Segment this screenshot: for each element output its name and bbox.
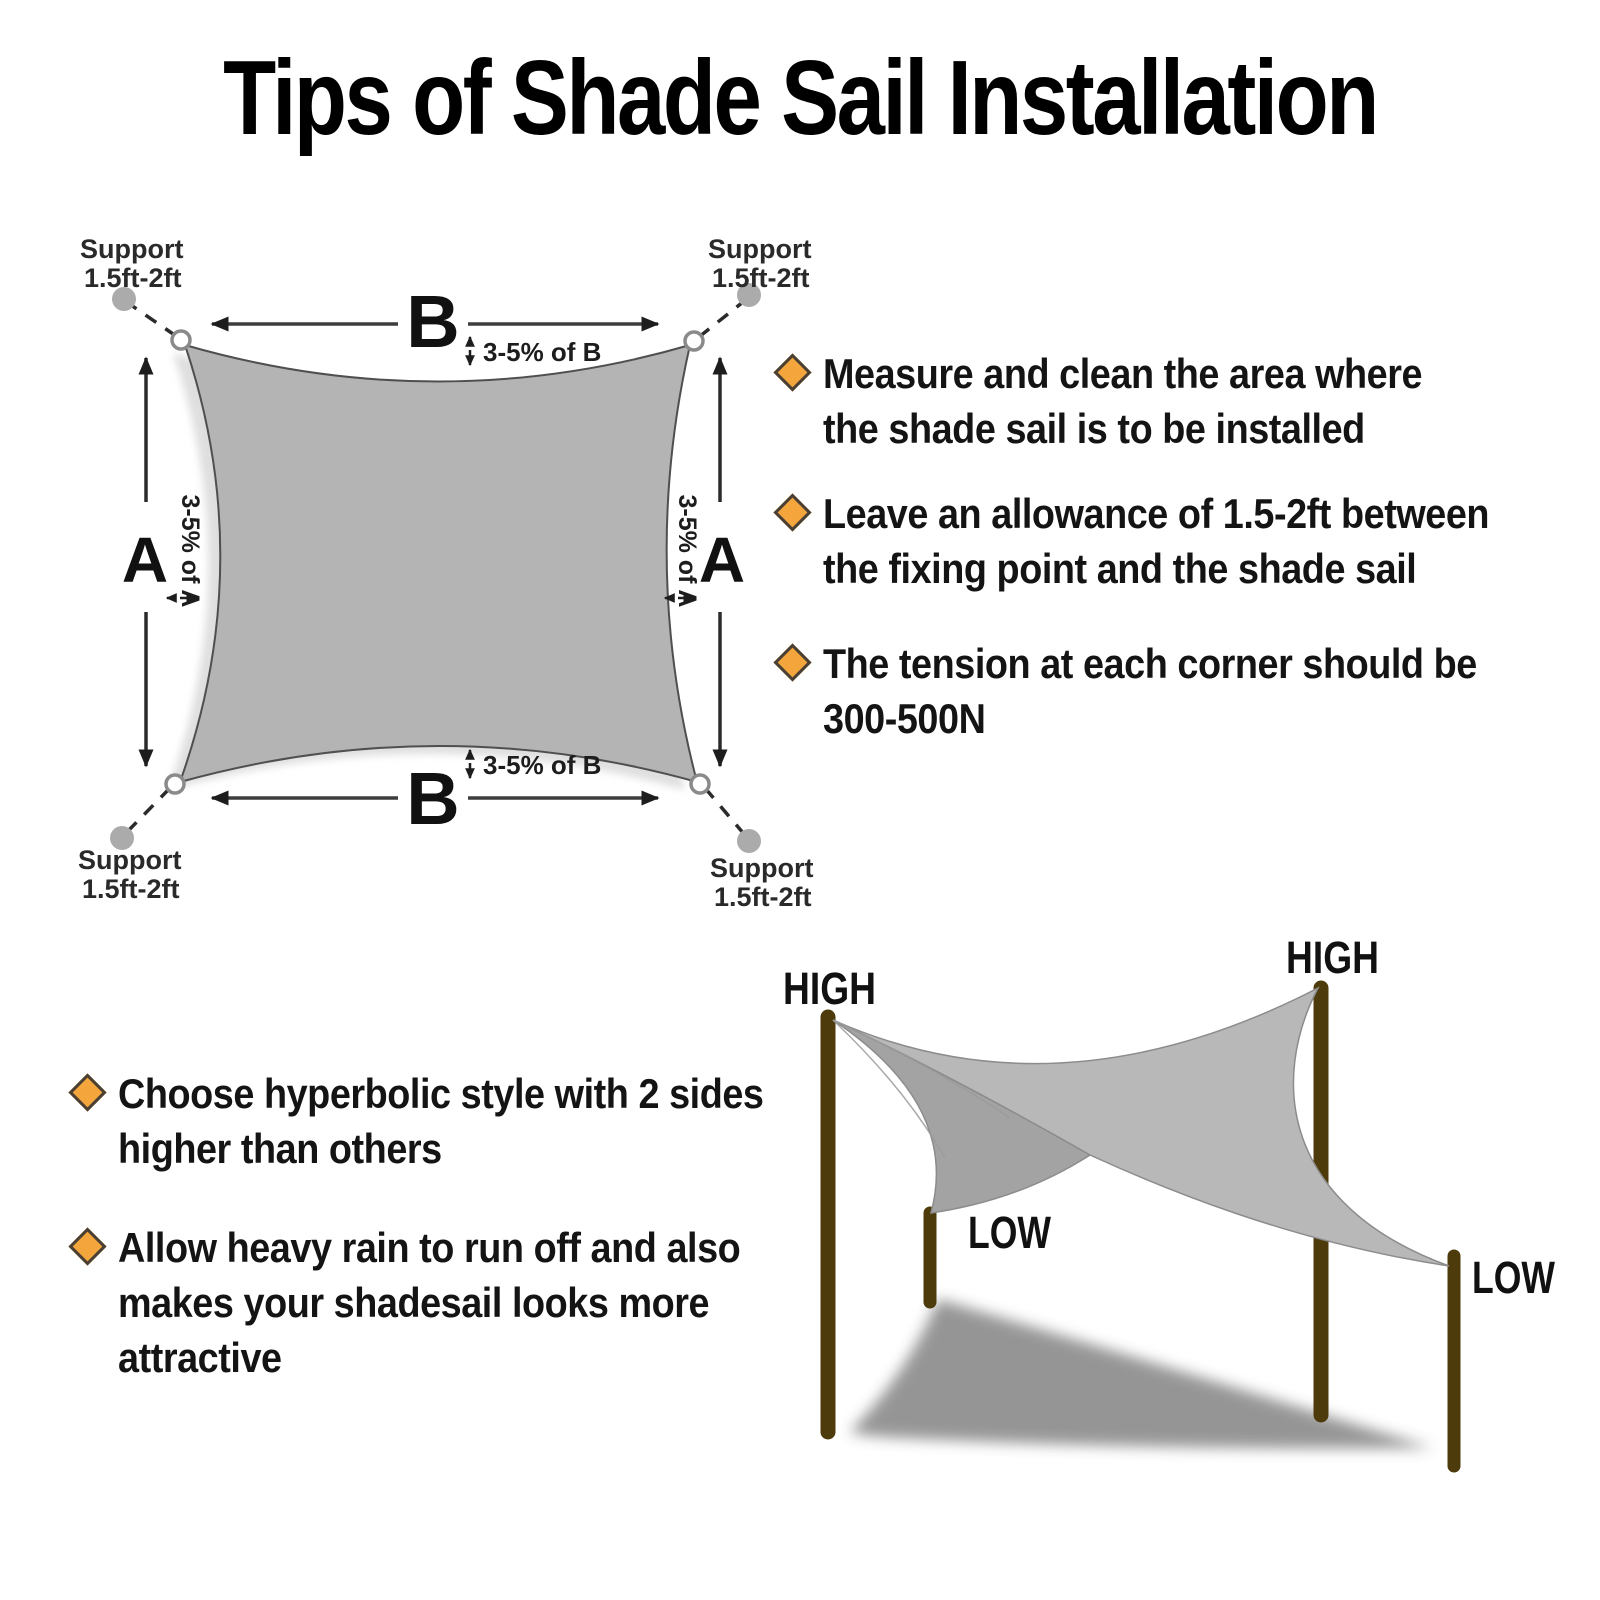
support-label-line2: 1.5ft-2ft: [82, 874, 180, 904]
tip-hyperbolic-style: [68, 1066, 835, 1176]
shade-sail-shape: [180, 345, 697, 782]
tip-line: Choose hyperbolic style with 2 sides: [118, 1070, 764, 1117]
label-sag-b-top: 3-5% of B: [483, 337, 602, 367]
label-high-right: HIGH: [1286, 932, 1379, 983]
tip-allowance: [773, 486, 1563, 596]
tip-line: makes your shadesail looks more: [118, 1279, 710, 1326]
measurement-diagram: [78, 234, 813, 912]
support-label-line1: Support: [78, 845, 182, 875]
label-sag-b-bottom: 3-5% of B: [483, 750, 602, 780]
page-title: Tips of Shade Sail Installation: [223, 39, 1377, 157]
support-label-line2: 1.5ft-2ft: [712, 263, 810, 293]
tip-line: 300-500N: [823, 695, 986, 742]
support-label-line1: Support: [710, 853, 814, 883]
tip-line: Leave an allowance of 1.5-2ft between: [823, 490, 1490, 537]
diamond-bullet-icon: [68, 1227, 106, 1265]
label-b-bottom: B: [406, 757, 460, 840]
support-label-line2: 1.5ft-2ft: [714, 882, 812, 912]
tip-line: the fixing point and the shade sail: [823, 545, 1417, 592]
label-high-left: HIGH: [783, 963, 876, 1014]
label-sag-a-left: 3-5% of A: [176, 494, 204, 608]
label-a-right: A: [698, 524, 746, 596]
support-label-line1: Support: [708, 234, 812, 264]
tip-line: Measure and clean the area where: [823, 350, 1423, 397]
label-b-top: B: [406, 280, 460, 363]
tip-line: higher than others: [118, 1125, 442, 1172]
label-sag-a-right: 3-5% of A: [673, 494, 701, 608]
tip-line: the shade sail is to be installed: [823, 405, 1365, 452]
label-a-left: A: [121, 524, 169, 596]
support-label-line2: 1.5ft-2ft: [84, 263, 182, 293]
tip-tension: [773, 636, 1549, 746]
installation-illustration: [783, 932, 1555, 1466]
tip-measure-clean: [773, 346, 1489, 456]
ground-shadow: [850, 1299, 1433, 1448]
diamond-bullet-icon: [773, 493, 811, 531]
tip-line: Allow heavy rain to run off and also: [118, 1224, 741, 1271]
tip-line: attractive: [118, 1334, 282, 1381]
support-label-line1: Support: [80, 234, 184, 264]
tip-line: The tension at each corner should be: [823, 640, 1477, 687]
label-low-mid: LOW: [968, 1207, 1052, 1258]
diamond-bullet-icon: [68, 1073, 106, 1111]
diamond-bullet-icon: [773, 643, 811, 681]
diamond-bullet-icon: [773, 353, 811, 391]
tip-rain-runoff: [68, 1220, 809, 1385]
label-low-right: LOW: [1472, 1252, 1556, 1303]
